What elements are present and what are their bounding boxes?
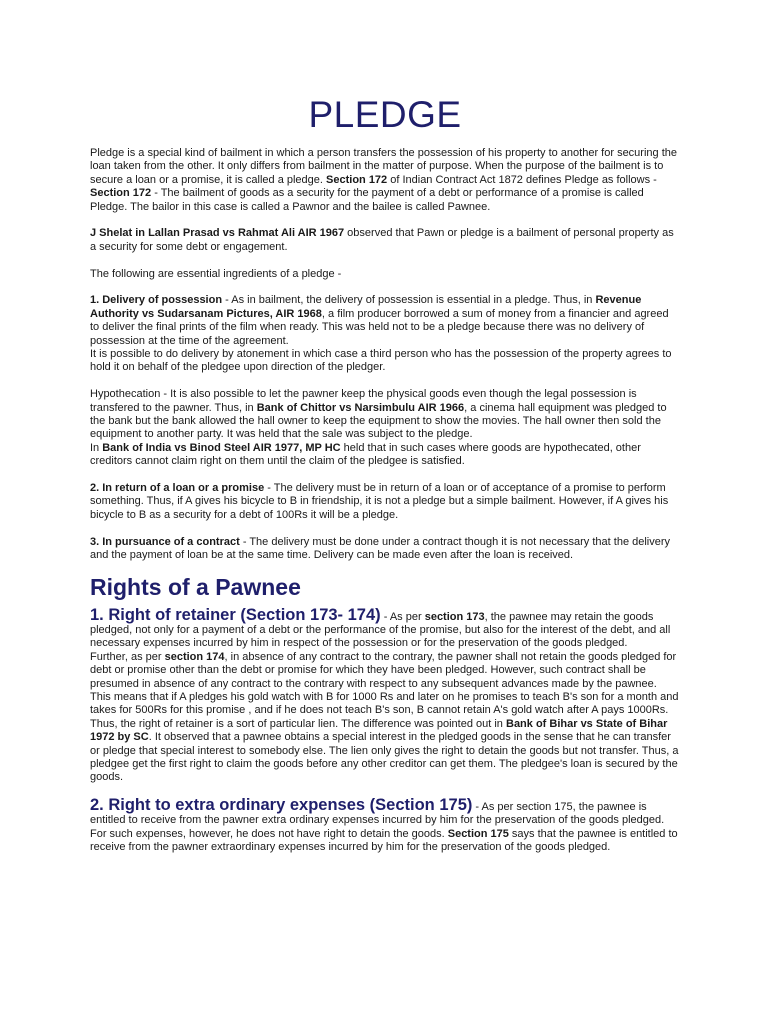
- rights-heading: Rights of a Pawnee: [90, 573, 301, 600]
- hypothecation-text: Hypothecation - It is also possible to let the pawner keep the physical goods even though the legal possession is transfered to the pawner. Thus, in: [90, 388, 637, 414]
- ingredient-3-paragraph: [90, 536, 680, 563]
- hypothecation-text-cont: , a cinema hall equipment was pledged to the bank but the bank allowed the hall owner to keep the equipment to show the movies. The hall owner then sold the equipment to another party. It was held that the sale was subject to the pledge.: [90, 401, 667, 441]
- right-text: - As per section 175, the pawnee is entitled to receive from the pawner extra ordinary expenses incurred by him for the preservation of the goods pledged. For such expenses, however, he does not have right to detain the goods.: [90, 800, 665, 840]
- case-text: observed that Pawn or pledge is a bailment of personal property as a security for some debt or engagement.: [90, 227, 674, 253]
- case-citation: Bank of Bihar vs State of Bihar 1972 by SC: [90, 717, 668, 744]
- right-text-cont: says that the pawnee is entitled to receive from the pawner extraordinary expenses incurred by him for the preservation of the goods pledged.: [90, 827, 678, 853]
- section-174-paragraph: [90, 651, 680, 691]
- section-text: - The bailment of goods as a security for the payment of a debt or performance of a promise is called Pledge. The bailor in this case is called a Pawnor and the bailee is called Pawnee.: [90, 187, 644, 213]
- case-citation: Bank of India vs Binod Steel AIR 1977, MP HC: [102, 441, 341, 454]
- ingredient-1-paragraph: [90, 294, 680, 348]
- section-ref: section 173: [424, 610, 485, 623]
- ingredient-heading: 1. Delivery of possession: [90, 294, 223, 307]
- right-heading: 2. Right to extra ordinary expenses (Section 175): [90, 795, 473, 814]
- case-citation: Revenue Authority vs Sudarsanam Pictures, AIR 1968: [90, 294, 642, 320]
- right-1-paragraph: [90, 605, 680, 651]
- section-172-paragraph: [90, 187, 680, 214]
- right-text-cont: , the pawnee may retain the goods pledged, not only for a payment of a debt or the performance of the promise, but also for the interest of the debt, and all necessary expenses incurred by him in respect of the possession or for the preservation of the goods pledged.: [90, 610, 671, 650]
- essentials-intro: The following are essential ingredients of a pledge -: [90, 267, 342, 280]
- lien-paragraph: [90, 691, 680, 785]
- document-body: [90, 147, 680, 854]
- ingredient-text-cont: , a film producer borrowed a sum of money from a financier and agreed to deliver the final prints of the film when ready. This was held not to be a pledge because there was no delivery of possession at the time of the agreement.: [90, 307, 669, 347]
- binod-text-cont: held that in such cases where goods are hypothecated, other creditors cannot claim right on them until the claim of the pledgee is satisfied.: [90, 441, 641, 468]
- right-2-paragraph: [90, 795, 680, 855]
- section-ref: Section 175: [447, 827, 509, 840]
- case-citation: Bank of Chittor vs Narsimbulu AIR 1966: [256, 401, 465, 414]
- atonement-paragraph: It is possible to do delivery by atonement in which case a third person who has the possession of the property agrees to hold it on behalf of the pledgee upon direction of the pledger.: [90, 348, 672, 374]
- ingredient-2-paragraph: [90, 482, 680, 522]
- lien-text: This means that if A pledges his gold watch with B for 1000 Rs and later on he promises to teach B's son for a month and takes for 500Rs for this promise , and if he does not teach B's son, B cannot retain A's gold watch after A pays 1000Rs. Thus, the right of retainer is a sort of particular lien. The difference was pointed out in: [90, 690, 679, 730]
- section-ref: section 174: [164, 650, 225, 663]
- right-text: Further, as per: [90, 650, 165, 663]
- hypothecation-paragraph: [90, 388, 680, 442]
- ingredient-heading: 3. In pursuance of a contract: [90, 535, 240, 548]
- case-citation: J Shelat in Lallan Prasad vs Rahmat Ali AIR 1967: [90, 227, 345, 240]
- page-title: PLEDGE: [308, 94, 462, 135]
- right-text: - As per: [380, 610, 425, 623]
- right-heading: 1. Right of retainer (Section 173- 174): [90, 605, 381, 624]
- right-text-cont: , in absence of any contract to the contrary, the pawner shall not retain the goods pledged for debt or promise other than the debt or promise for which they have been pledged. However, such contract shall be presumed in absence of any contract to the contrary with respect to any subsequent advances made by the pawnee.: [90, 650, 677, 690]
- ingredient-text: - As in bailment, the delivery of possession is essential in a pledge. Thus, in: [222, 294, 596, 307]
- intro-text-cont: of Indian Contract Act 1872 defines Pledge as follows -: [387, 173, 657, 186]
- case-paragraph: [90, 227, 680, 254]
- intro-paragraph: [90, 147, 680, 187]
- binod-steel-paragraph: [90, 442, 680, 469]
- ingredient-heading: 2. In return of a loan or a promise: [90, 482, 265, 495]
- lien-text-cont: . It observed that a pawnee obtains a special interest in the pledged goods in the sense that he can transfer or pledge that special interest to somebody else. The lien only gives the right to detain the goods but not transfer. Thus, a pledgee get the first right to claim the goods before any other creditor can get them. The pledgee's loan is secured by the goods.: [90, 731, 679, 784]
- section-ref: Section 172: [90, 187, 152, 200]
- ingredient-text: - The delivery must be done under a contract though it is not necessary that the delivery and the payment of loan be at the same time. Delivery can be made even after the loan is received.: [90, 535, 671, 562]
- section-ref: Section 172: [326, 173, 388, 186]
- intro-text: Pledge is a special kind of bailment in which a person transfers the possession of his property to another for securing the loan taken from the other. It only differs from bailment in the matter of purpose. When the purpose of the bailment is to secure a loan or a promise, it is called a pledge.: [90, 147, 677, 186]
- binod-text: In: [90, 441, 103, 454]
- ingredient-text: - The delivery must be in return of a loan or of acceptance of a promise to perform something. Thus, if A gives his bicycle to B in friendship, it is not a pledge but a simple bailment. However, if A gives his bicycle to B as a security for a debt of 100Rs it will be a pledge.: [90, 482, 669, 521]
